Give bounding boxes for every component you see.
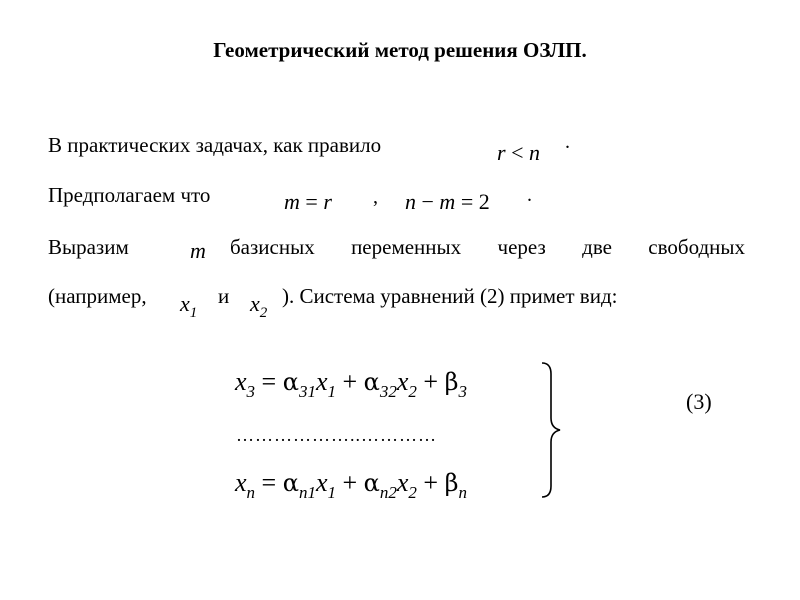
formula-sub-1: 1 xyxy=(189,305,198,321)
eq2-lhs-sub: n xyxy=(246,483,256,502)
formula-n: n xyxy=(528,140,540,165)
eq2-plus2: + xyxy=(416,468,445,497)
eq2-x1-sub: 1 xyxy=(327,483,336,502)
eq1-alpha1: α xyxy=(282,368,299,396)
line-example-open: (например, xyxy=(48,284,147,308)
eq2-x1: x xyxy=(315,468,328,497)
page-title: Геометрический метод решения ОЗЛП. xyxy=(213,38,587,62)
line-assume xyxy=(48,183,210,208)
right-brace xyxy=(536,360,566,500)
eq2-alpha2: α xyxy=(363,469,380,497)
eq2-alpha2-sub: n2 xyxy=(379,483,397,502)
equation-x3 xyxy=(235,367,467,401)
formula-x2 xyxy=(250,291,268,321)
equation-xn xyxy=(235,468,467,502)
formula-m: m xyxy=(284,189,300,214)
eq2-alpha1-sub: n1 xyxy=(298,483,316,502)
line-example-close: ). Система уравнений (2) примет вид: xyxy=(282,284,618,308)
eq2-lhs: x xyxy=(235,468,247,497)
formula-n: n xyxy=(405,189,416,214)
formula-m-equals-r xyxy=(284,189,332,215)
eq2-beta: β xyxy=(444,469,459,497)
eq1-beta: β xyxy=(444,368,459,396)
eq1-x1: x xyxy=(315,367,328,396)
line2-period: . xyxy=(527,184,532,206)
line-example-and: и xyxy=(218,284,230,308)
eq2-alpha1: α xyxy=(282,469,299,497)
eq1-alpha2-sub: 32 xyxy=(379,382,397,401)
eq2-x2: x xyxy=(396,468,409,497)
system-ellipsis: ………………..………… xyxy=(236,425,437,445)
formula-r-less-n xyxy=(497,140,540,166)
line2-text: Предполагаем что xyxy=(48,183,211,207)
eq2-x2-sub: 2 xyxy=(408,483,417,502)
formula-r: r xyxy=(323,189,332,214)
formula-n-minus-m-equals-2 xyxy=(405,189,490,215)
formula-x: x xyxy=(180,291,190,316)
line2-comma: , xyxy=(373,186,378,208)
formula-equals: = xyxy=(299,189,324,214)
eq1-x2-sub: 2 xyxy=(408,382,417,401)
line-practical-tasks xyxy=(48,133,381,158)
line1-period: . xyxy=(565,131,570,153)
eq1-x1-sub: 1 xyxy=(327,382,336,401)
eq2-plus1: + xyxy=(335,468,364,497)
formula-m: m xyxy=(439,189,456,214)
eq1-lhs-sub: 3 xyxy=(246,382,256,401)
formula-m-var: m xyxy=(190,238,206,263)
formula-r: r xyxy=(497,140,506,165)
eq1-alpha2: α xyxy=(363,368,380,396)
eq1-x2: x xyxy=(396,367,409,396)
line-express-rest: базисных переменных через две свободных xyxy=(230,235,745,259)
eq1-equals: = xyxy=(255,367,283,396)
formula-equals-two: = 2 xyxy=(455,189,490,214)
eq2-beta-sub: n xyxy=(458,483,467,502)
line1-text: В практических задачах, как правило xyxy=(48,133,382,157)
eq1-plus1: + xyxy=(335,367,364,396)
formula-x1 xyxy=(180,291,198,321)
line-express-word: Выразим xyxy=(48,235,129,259)
formula-less-than: < xyxy=(505,140,529,165)
formula-x: x xyxy=(250,291,260,316)
formula-minus: − xyxy=(416,189,440,214)
eq1-lhs: x xyxy=(235,367,247,396)
eq1-alpha1-sub: 31 xyxy=(298,382,316,401)
eq1-beta-sub: 3 xyxy=(458,382,467,401)
eq2-equals: = xyxy=(255,468,283,497)
equation-number: (3) xyxy=(686,389,712,414)
formula-sub-2: 2 xyxy=(259,305,268,321)
eq1-plus2: + xyxy=(416,367,445,396)
